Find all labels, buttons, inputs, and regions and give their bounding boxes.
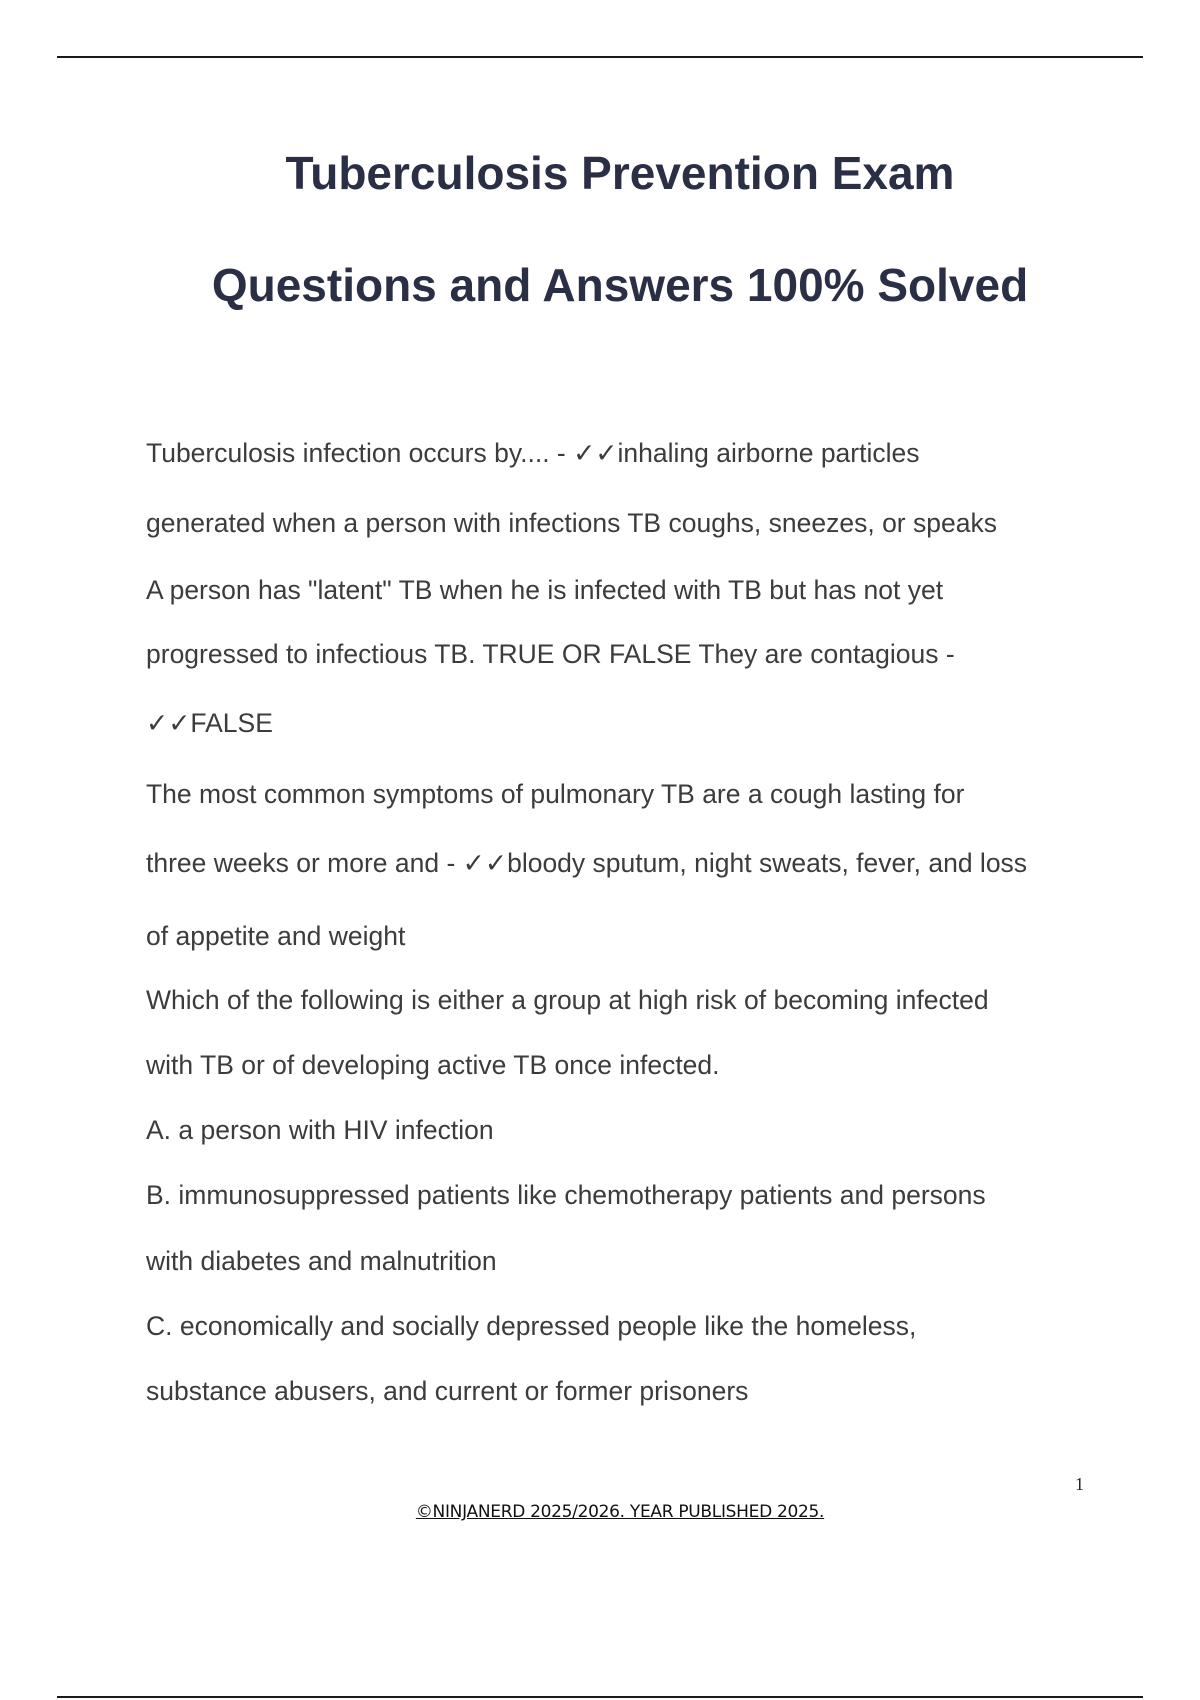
page-number: 1 xyxy=(1075,1474,1084,1494)
body-line: three weeks or more and - ✓✓bloody sputum, night sweats, fever, and loss xyxy=(146,848,1028,878)
body-line: substance abusers, and current or former prisoners xyxy=(146,1376,749,1406)
body-line: The most common symptoms of pulmonary TB are a cough lasting for xyxy=(146,779,965,809)
copyright-footer: ©NINJANERD 2025/2026. YEAR PUBLISHED 2025. xyxy=(415,1502,825,1522)
top-divider xyxy=(57,56,1143,58)
body-line: ✓✓FALSE xyxy=(146,708,273,738)
body-line: generated when a person with infections TB coughs, sneezes, or speaks xyxy=(146,508,997,538)
body-line: B. immunosuppressed patients like chemotherapy patients and persons xyxy=(146,1180,986,1210)
bottom-divider xyxy=(57,1696,1143,1698)
body-line: of appetite and weight xyxy=(146,921,406,951)
body-line: C. economically and socially depressed people like the homeless, xyxy=(146,1311,917,1341)
body-line: with diabetes and malnutrition xyxy=(146,1246,497,1276)
body-line: A. a person with HIV infection xyxy=(146,1115,494,1145)
body-line: progressed to infectious TB. TRUE OR FALSE They are contagious - xyxy=(146,639,955,669)
body-line: with TB or of developing active TB once infected. xyxy=(146,1050,720,1080)
document-title-line-1: Tuberculosis Prevention Exam xyxy=(285,147,955,199)
body-line: Tuberculosis infection occurs by.... - ✓✓inhaling airborne particles xyxy=(146,438,920,468)
body-line: Which of the following is either a group at high risk of becoming infected xyxy=(146,985,989,1015)
body-line: A person has "latent" TB when he is infected with TB but has not yet xyxy=(146,575,944,605)
document-title-line-2: Questions and Answers 100% Solved xyxy=(211,259,1029,311)
